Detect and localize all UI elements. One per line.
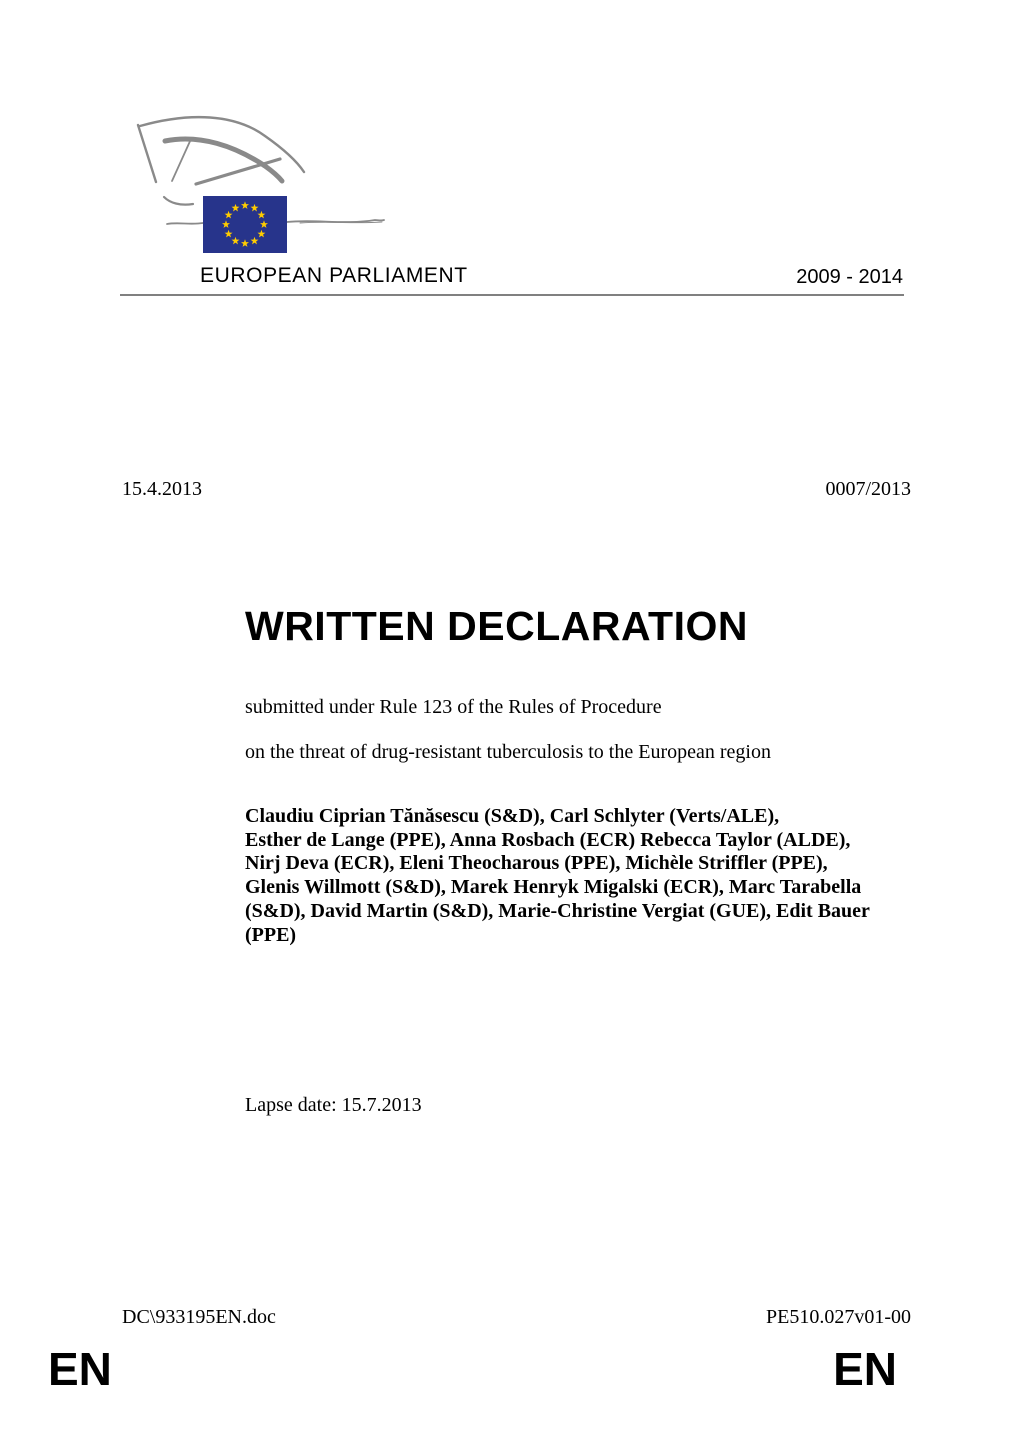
- author-line: Esther de Lange (PPE), Anna Rosbach (ECR) Rebecca Taylor (ALDE),: [245, 828, 851, 851]
- header-institution: EUROPEAN PARLIAMENT: [200, 264, 468, 287]
- lang-code-right: EN: [833, 1343, 897, 1395]
- doc-title: WRITTEN DECLARATION: [245, 603, 748, 649]
- ep-logo: [120, 108, 460, 263]
- hemicycle-sketch-icon: [120, 108, 460, 263]
- doc-number: 0007/2013: [825, 478, 911, 500]
- authors-block: [245, 805, 925, 947]
- author-line: (PPE): [245, 923, 297, 946]
- footer-pe-ref: PE510.027v01-00: [766, 1306, 911, 1328]
- header-term: 2009 - 2014: [796, 266, 903, 288]
- author-line: Claudiu Ciprian Tănăsescu (S&D), Carl Schlyter (Verts/ALE),: [245, 805, 780, 827]
- lapse-date: Lapse date: 15.7.2013: [245, 1094, 422, 1116]
- eu-flag-icon: [203, 196, 287, 253]
- author-line: (S&D), David Martin (S&D), Marie-Christine Vergiat (GUE), Edit Bauer: [245, 899, 870, 922]
- doc-date: 15.4.2013: [122, 478, 202, 500]
- author-line: Nirj Deva (ECR), Eleni Theocharous (PPE), Michèle Striffler (PPE),: [245, 852, 828, 875]
- lang-code-left: EN: [48, 1343, 112, 1395]
- header-rule: [120, 294, 904, 296]
- footer-doc-ref: DC\933195EN.doc: [122, 1306, 276, 1328]
- procedure-line: submitted under Rule 123 of the Rules of Procedure: [245, 696, 662, 718]
- author-line: Glenis Willmott (S&D), Marek Henryk Migalski (ECR), Marc Tarabella: [245, 876, 862, 899]
- subject-line: on the threat of drug-resistant tuberculosis to the European region: [245, 741, 771, 763]
